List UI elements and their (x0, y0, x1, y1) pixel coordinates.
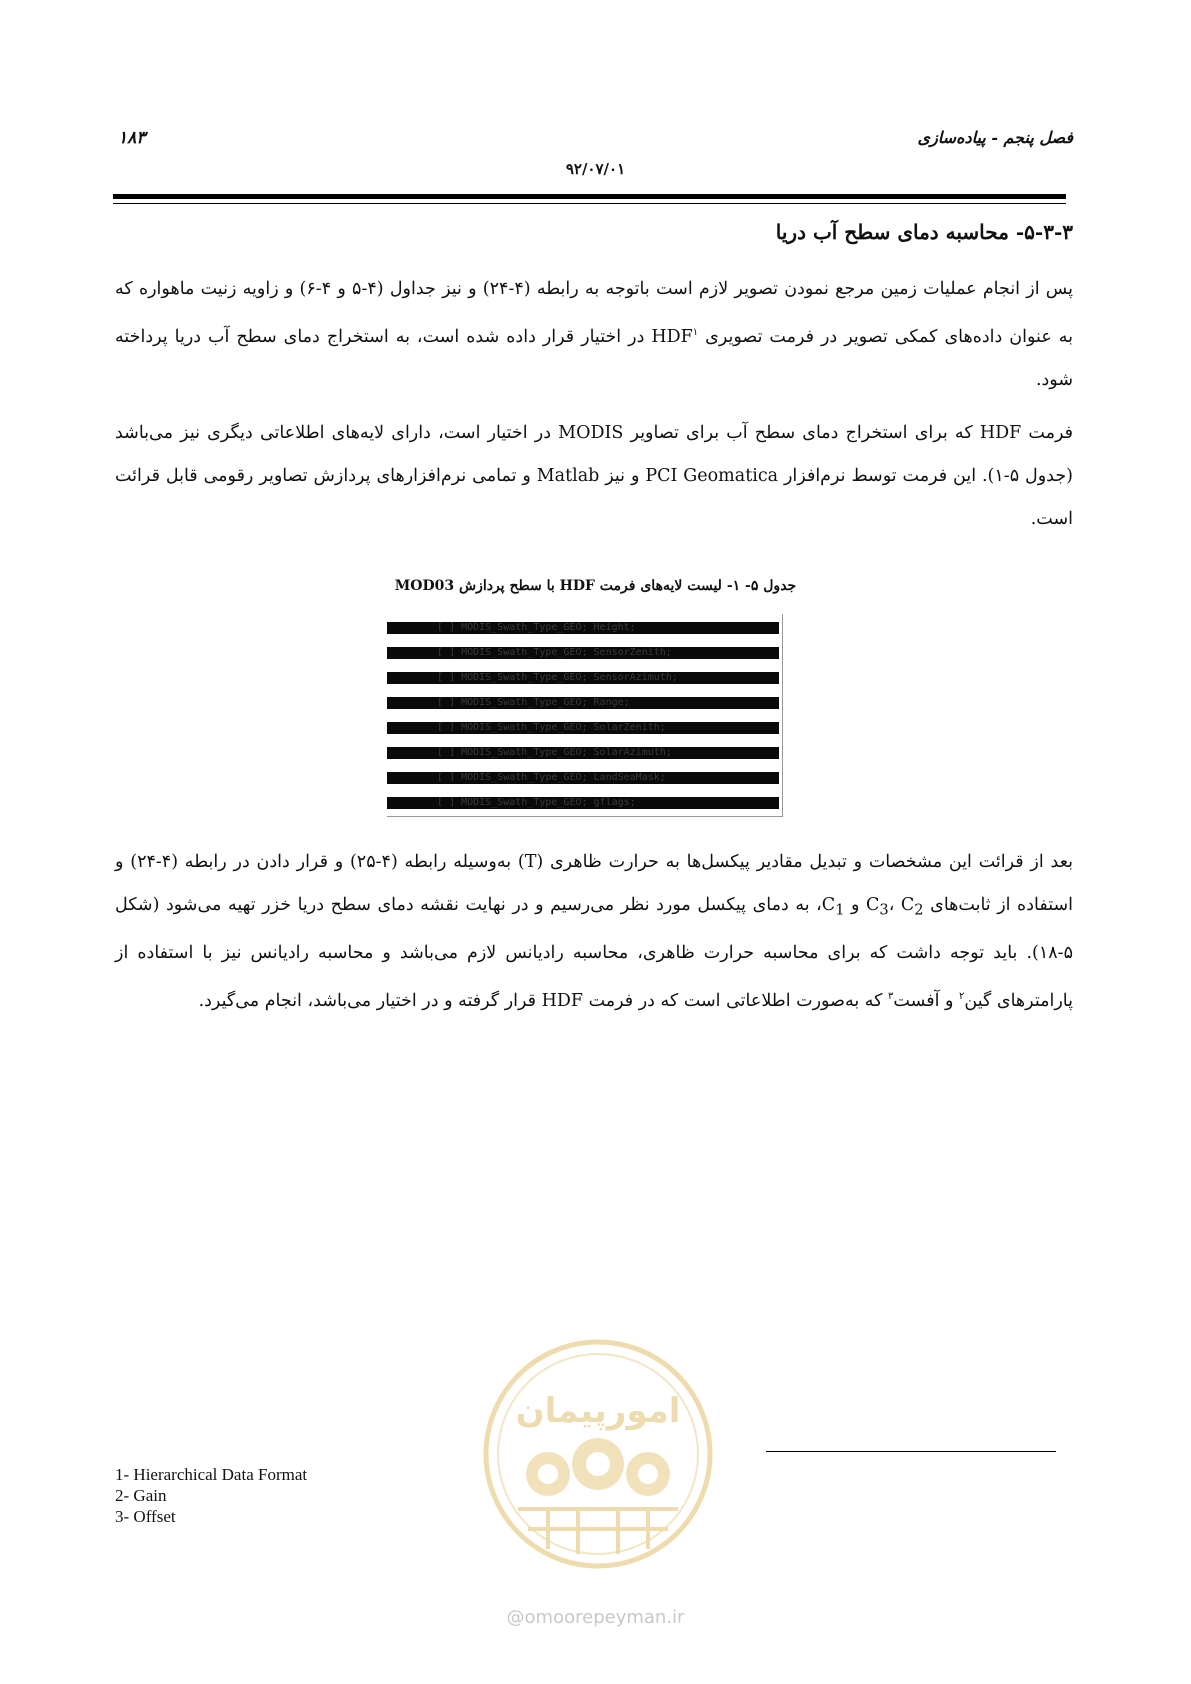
table-row: [ ] MODIS_Swath_Type_GEO; SensorZenith; (387, 647, 779, 659)
watermark-logo-icon (478, 1334, 718, 1574)
footnote-separator (766, 1451, 1056, 1452)
footnote-ref-2: ۲ (959, 990, 965, 1002)
footnote-ref-3: ۳ (888, 990, 894, 1002)
footnote-2: 2- Gain (115, 1486, 167, 1505)
paragraph-1-text-b: در اختیار قرار داده شده است، به استخراج دمای سطح آب دریا پرداخته شود. (115, 326, 1073, 390)
paragraph-3-text-d: ، به دمای پیکسل مورد نظر می‌رسیم و در نهایت نقشه دمای سطح دریا خزر تهیه می‌شود (شکل ۵-۱۸). باید توجه داشت که برای محاسبه حرارت ظاهری، محاسبه رادیانس لازم می‌باشد و محاسبه رادیانس نیز با استفاده از پارامترهای گین (115, 895, 1073, 1011)
footnotes (115, 1464, 307, 1527)
table-row: [ ] MODIS_Swath_Type_GEO; gflags; (387, 797, 779, 809)
footnote-1: 1- Hierarchical Data Format (115, 1465, 308, 1484)
paragraph-3-text-f: که به‌صورت اطلاعاتی است که در فرمت HDF قرار گرفته و در اختیار می‌باشد، انجام می‌گیرد. (198, 990, 889, 1011)
header-rule-thin (113, 203, 1066, 204)
paragraph-1 (115, 268, 1073, 402)
table-row: [ ] MODIS_Swath_Type_GEO; SensorAzimuth; (387, 672, 779, 684)
paragraph-3-text-e: و آفست (893, 990, 960, 1011)
table-row: [ ] MODIS_Swath_Type_GEO; LandSeaMask; (387, 772, 779, 784)
table-caption: جدول ۵- ۱- لیست لایه‌های فرمت HDF با سطح پردازش MOD03 (394, 578, 797, 594)
paragraph-3-text-b: ، C (888, 895, 915, 915)
paragraph-3 (115, 841, 1073, 1022)
chapter-title: فصل پنجم - پیاده‌سازی (917, 128, 1073, 147)
footnote-ref-1: ۱ (692, 327, 699, 338)
header-rule-thick (113, 194, 1066, 199)
paragraph-3-text-c: و C (821, 895, 867, 915)
subscript-c3: 3 (879, 901, 889, 919)
footnote-3: 3- Offset (115, 1507, 176, 1526)
watermark-text: @omoorepeyman.ir (506, 1607, 685, 1628)
paragraph-2: فرمت HDF که برای استخراج دمای سطح آب برای تصاویر MODIS در اختیار است، دارای لایه‌های اطلاعاتی دیگری نیز می‌باشد (جدول ۵-۱). این فرمت توسط نرم‌افزار PCI Geomatica و نیز Matlab و تمامی نرم‌افزارهای پردازش تصاویر رقومی قابل قرائت است. (115, 423, 1074, 529)
header-date: ۹۲/۰۷/۰۱ (565, 160, 626, 178)
section-title: ۵-۳-۳- محاسبه دمای سطح آب دریا (775, 220, 1073, 244)
table-row: [ ] MODIS_Swath_Type_GEO; Range; (387, 697, 779, 709)
page-number: ۱۸۳ (118, 128, 146, 148)
watermark-logo-text: امورپیمان (515, 1391, 681, 1431)
table-row: [ ] MODIS_Swath_Type_GEO; Height; (387, 622, 779, 634)
subscript-c1: 1 (835, 901, 845, 919)
table-row: [ ] MODIS_Swath_Type_GEO; SolarZenith; (387, 722, 779, 734)
table-image (387, 614, 783, 817)
paragraph-1-text-a: پس از انجام عملیات زمین مرجع نمودن تصویر لازم است باتوجه به رابطه (۴-۲۴) و نیز جداول (۴-۵ و ۴-۶) و زاویه زنیت ماهواره که به عنوان داده‌های کمکی تصویر در فرمت تصویری HDF (115, 279, 1073, 347)
table-row: [ ] MODIS_Swath_Type_GEO; SolarAzimuth; (387, 747, 779, 759)
subscript-c2: 2 (914, 901, 924, 919)
paragraph-3-text-a: بعد از قرائت این مشخصات و تبدیل مقادیر پیکسل‌ها به حرارت ظاهری (T) به‌وسیله رابطه (۴-۲۵) و قرار دادن در رابطه (۴-۲۴) و استفاده از ثابت‌های C (115, 852, 1074, 915)
